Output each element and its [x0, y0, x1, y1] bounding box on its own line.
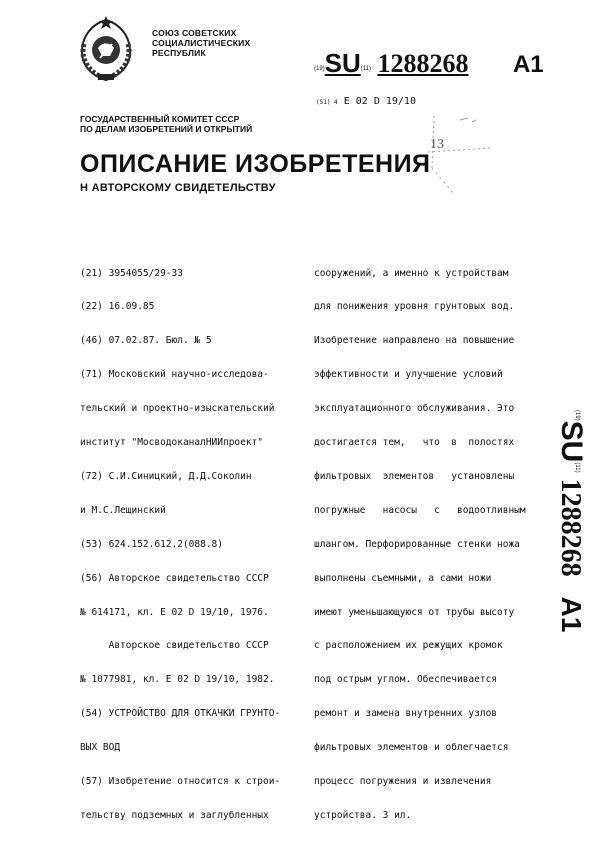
stamp-number: 13	[430, 137, 444, 152]
abstract-line: погружные насосы с водоотливным	[314, 504, 526, 516]
abstract-line: процесс погружения и извлечения	[314, 775, 492, 787]
abstract-line: ремонт и замена внутренних узлов	[314, 708, 498, 720]
biblio-line: (46) 07.02.87. Бюл. № 5	[80, 335, 212, 347]
side-country-code: SU	[555, 420, 588, 463]
biblio-line: (54) УСТРОЙСТВО ДЛЯ ОТКАЧКИ ГРУНТО-	[80, 708, 281, 720]
committee-name	[80, 114, 252, 134]
side-code-19: (19)	[574, 410, 580, 421]
side-code-11: (11)	[574, 462, 580, 473]
committee-line: ГОСУДАРСТВЕННЫЙ КОМИТЕТ СССР	[80, 114, 240, 124]
biblio-line: тельству подземных и заглубленных	[80, 809, 269, 821]
biblio-line: Авторское свидетельство СССР	[80, 640, 269, 652]
abstract-line: для понижения уровня грунтовых вод.	[314, 301, 515, 313]
abstract-line: Изобретение направлено на повышение	[314, 335, 515, 347]
union-line: СОЮЗ СОВЕТСКИХ	[152, 28, 237, 38]
biblio-line: (57) Изобретение относится к строи-	[80, 775, 281, 787]
biblio-line: № 1077981, кл. E 02 D 19/10, 1982.	[80, 674, 275, 686]
code-11: (11)	[360, 66, 372, 72]
side-patent-number	[548, 410, 588, 670]
committee-line: ПО ДЕЛАМ ИЗОБРЕТЕНИЙ И ОТКРЫТИЙ	[80, 124, 253, 134]
abstract-line: сооружений, а именно к устройствам	[314, 267, 509, 279]
abstract-line: устройства. 3 ил.	[314, 809, 412, 821]
biblio-line: (56) Авторское свидетельство СССР	[80, 572, 269, 584]
biblio-line: ВЫХ ВОД	[80, 742, 121, 754]
document-title: ОПИСАНИЕ ИЗОБРЕТЕНИЯ	[80, 150, 431, 178]
bibliographic-data	[80, 245, 280, 832]
biblio-line: (71) Московский научно-исследова-	[80, 369, 269, 381]
document-subtitle: Н АВТОРСКОМУ СВИДЕТЕЛЬСТВУ	[80, 182, 276, 194]
biblio-line: (21) 3954055/29-33	[80, 267, 183, 279]
abstract-line: выполнены съемными, а сами ножи	[314, 572, 492, 584]
biblio-line: № 614171, кл. E 02 D 19/10, 1976.	[80, 606, 269, 618]
abstract-line: под острым углом. Обеспечивается	[314, 674, 498, 686]
abstract-line: фильтровых элементов и облегчается	[314, 742, 509, 754]
abstract-text	[314, 245, 526, 832]
union-line: РЕСПУБЛИК	[152, 48, 206, 58]
side-kind: A1	[556, 596, 587, 633]
biblio-line: и М.С.Лещинский	[80, 504, 166, 516]
patent-number: 1288268	[377, 49, 469, 78]
abstract-line: имеют уменьшающуюся от трубы высоту	[314, 606, 515, 618]
biblio-line: (53) 624.152.612.2(088.8)	[80, 538, 223, 550]
abstract-line: достигается тем, что в полостях	[314, 437, 515, 449]
abstract-line: шлангом. Перфорированные стенки ножа	[314, 538, 520, 550]
biblio-line: институт "МосводоканалНИИпроект"	[80, 437, 264, 449]
side-number: 1288268	[555, 478, 586, 577]
abstract-line: эффективности и улучшение условий	[314, 369, 503, 381]
library-stamp	[420, 108, 500, 198]
country-code: SU	[324, 48, 361, 78]
code-19: (19)	[314, 66, 325, 72]
abstract-line: эксплуатационного обслуживания. Это	[314, 403, 515, 415]
document-kind: A1	[512, 51, 544, 78]
union-name	[152, 28, 250, 58]
biblio-line: (22) 16.09.85	[80, 301, 155, 313]
union-line: СОЦИАЛИСТИЧЕСКИХ	[152, 38, 251, 48]
abstract-line: фильтровых элементов установлены	[314, 470, 515, 482]
code-51: (51) 4	[316, 99, 338, 106]
ipc-class	[316, 96, 416, 107]
abstract-line: с расположением их режущих кромок	[314, 640, 503, 652]
biblio-line: (72) С.И.Синицкий, Д.Д.Соколин	[80, 470, 252, 482]
ussr-emblem-icon	[74, 14, 138, 84]
ipc-value: E 02 D 19/10	[343, 96, 416, 107]
biblio-line: тельский и проектно-изыскательский	[80, 403, 275, 415]
patent-number-block	[314, 48, 544, 79]
